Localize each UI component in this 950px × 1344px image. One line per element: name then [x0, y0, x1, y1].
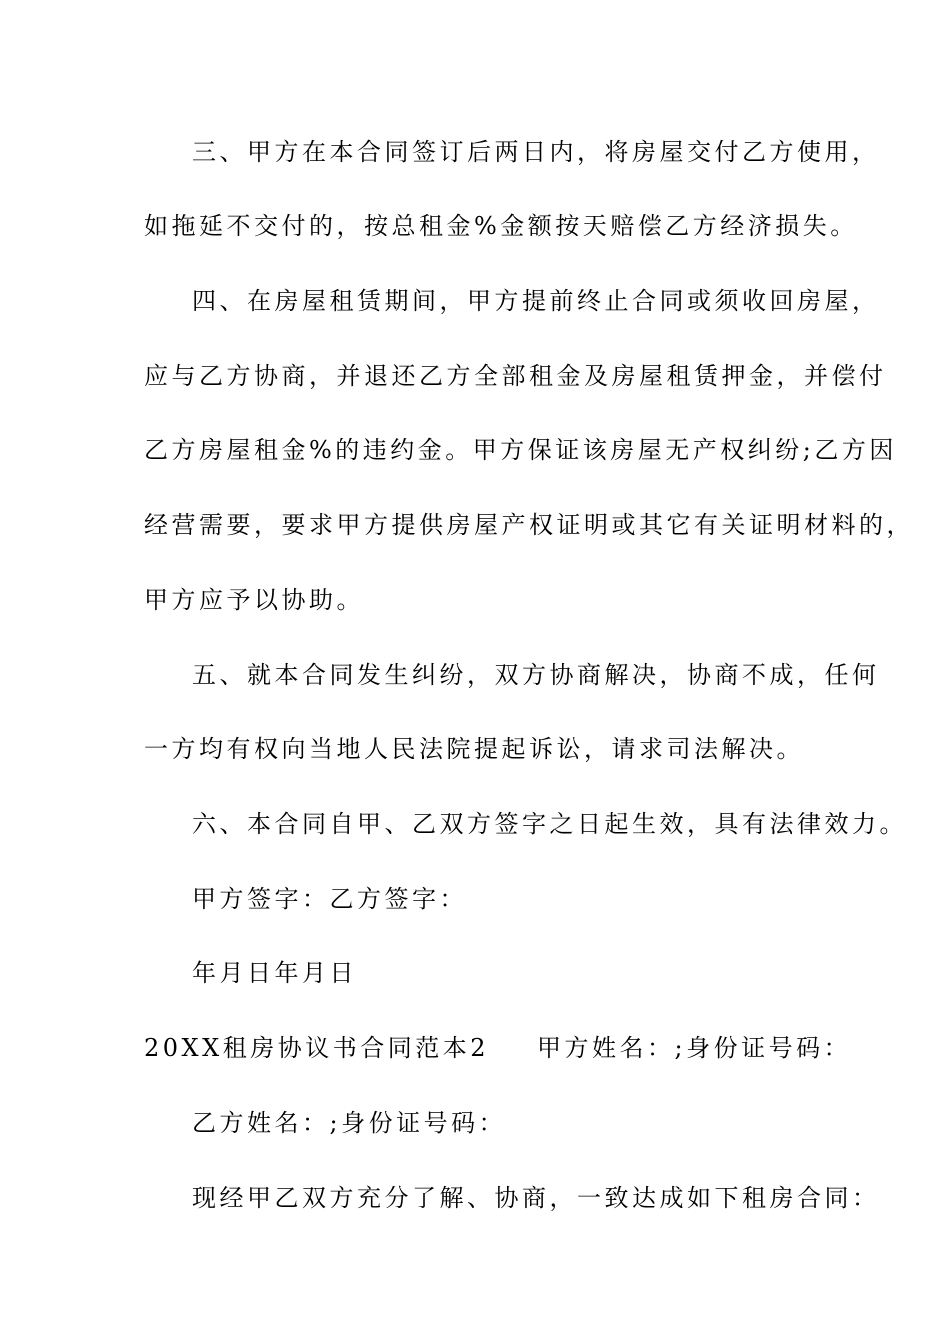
- party-a-info: 甲方姓名：;身份证号码：: [536, 1034, 852, 1062]
- paragraph-line: 应与乙方协商，并退还乙方全部租金及房屋租赁押金，并偿付: [144, 362, 887, 390]
- paragraph-line: 现经甲乙双方充分了解、协商，一致达成如下租房合同：: [192, 1184, 880, 1212]
- section-title-line: [144, 1033, 851, 1063]
- paragraph-line: 五、就本合同发生纠纷，双方协商解决，协商不成，任何: [192, 661, 880, 689]
- paragraph-line: 经营需要，要求甲方提供房屋产权证明或其它有关证明材料的，: [144, 511, 914, 539]
- paragraph-line: 六、本合同自甲、乙双方签字之日起生效，具有法律效力。: [192, 810, 907, 838]
- paragraph-line: 一方均有权向当地人民法院提起诉讼，请求司法解决。: [144, 735, 804, 763]
- paragraph-line: 乙方房屋租金%的违约金。甲方保证该房屋无产权纠纷;乙方因: [144, 436, 897, 464]
- section-title: 20XX租房协议书合同范本2: [144, 1034, 489, 1062]
- paragraph-line: 四、在房屋租赁期间，甲方提前终止合同或须收回房屋，: [192, 287, 880, 315]
- party-b-info: 乙方姓名：;身份证号码：: [192, 1109, 507, 1137]
- paragraph-line: 三、甲方在本合同签订后两日内，将房屋交付乙方使用，: [192, 138, 880, 166]
- paragraph-line: 甲方应予以协助。: [144, 586, 364, 614]
- signature-line: 甲方签字：乙方签字：: [192, 885, 467, 913]
- date-line: 年月日年月日: [192, 959, 357, 987]
- paragraph-line: 如拖延不交付的，按总租金%金额按天赔偿乙方经济损失。: [144, 212, 858, 240]
